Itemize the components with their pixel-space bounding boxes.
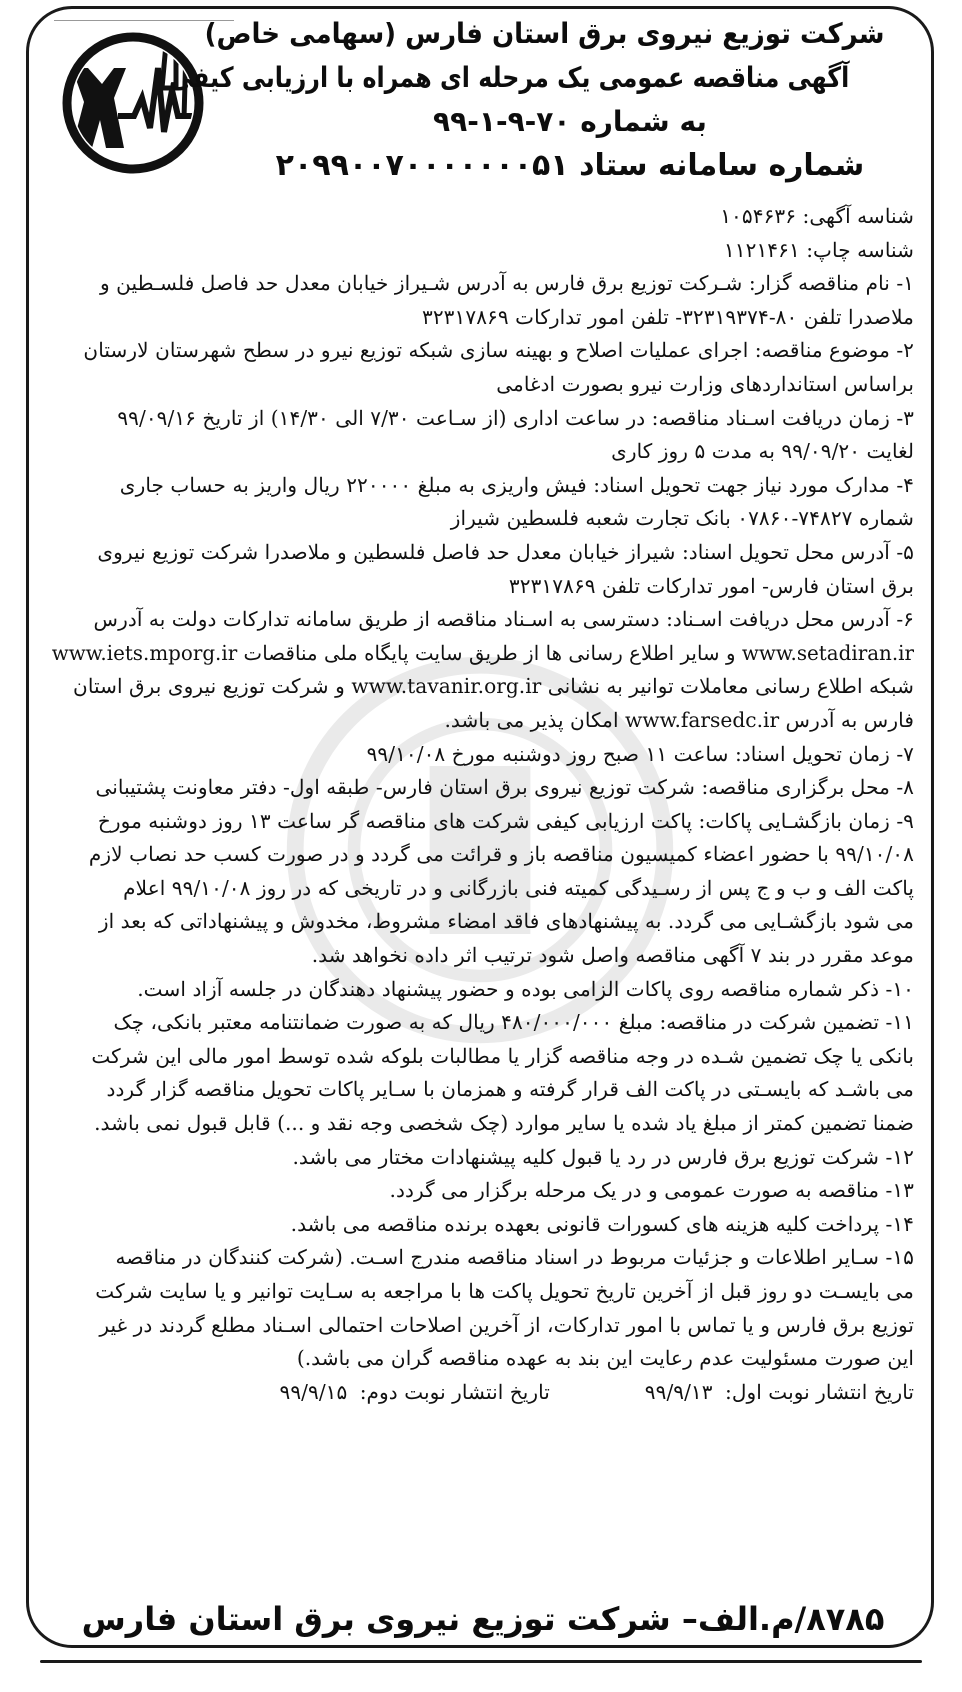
bottom-divider [40, 1660, 922, 1663]
item-5: ۵- آدرس محل تحویل اسناد: شیراز خیابان معدل حد فاصل فلسطین و ملاصدرا شرکت توزیع نیروی برق استان فارس- امور تدارکات تلفن ۳۲۳۱۷۸۶۹ [97, 539, 914, 598]
item-11: ۱۱- تضمین شرکت در مناقصه: مبلغ ۴۸۰/۰۰۰/۰۰۰ ریال که به صورت ضمانتنامه معتبر بانکی، چک بانکی یا چک تضمین شـده در وجه مناقصه گزار یا مطالبات بلوکه شده توسط امور مالی این شرکت می باشـد که بایسـتی در پاکت الف قرار گرفته و همزمان با سـایر پاکات تحویل مناقصه گزار گردد ضمنا تضمین کمتر از مبلغ یاد شده یا سایر موارد (چک شخصی وجه نقد و ...) قابل قبول نمی باشد. [91, 1010, 914, 1136]
item-9: ۹- زمان بازگشـایی پاکات: پاکت ارزیابی کیفی شرکت های مناقصه گر ساعت ۱۳ روز دوشنبه مورخ ۹۹/۱۰/۰۸ با حضور اعضاء کمیسیون مناقصه باز و قرائت می گردد و در صورت کسب حد نصاب لازم پاکت الف و ب و ج پس از رسـیدگی کمیته فنی بازرگانی و در تاریخی که در روز ۹۹/۱۰/۰۸ اعلام می شود بازگشـایی می گردد. به پیشنهادهای فاقد امضاء مشروط، مخدوش و پیشنهاداتی که بعد از موعد مقرر در بند ۷ آگهی مناقصه واصل شود ترتیب اثر داده نخواهد شد. [88, 808, 914, 968]
announcement-header [168, 12, 910, 188]
tender-title: آگهی مناقصه عمومی یک مرحله ای همراه با ارزیابی کیفی [168, 61, 850, 94]
item-12: ۱۲- شرکت توزیع برق فارس در رد یا قبول کلیه پیشنهادات مختار می باشد. [292, 1144, 914, 1169]
item-2: ۲- موضوع مناقصه: اجرای عملیات اصلاح و بهینه سازی شبکه توزیع نیرو در سطح شهرستان لارستان براساس استانداردهای وزارت نیرو بصورت ادغامی [83, 338, 914, 396]
second-publication-date: ۹۹/۹/۱۵ [279, 1379, 348, 1404]
ad-id: شناسه آگهی: ۱۰۵۴۶۳۶ [720, 204, 914, 228]
second-publication-label: تاریخ انتشار نوبت دوم: [359, 1379, 550, 1404]
announcement-body [52, 200, 914, 1409]
item-8: ۸- محل برگزاری مناقصه: شرکت توزیع نیروی برق استان فارس- طبقه اول- دفتر معاونت پشتیبانی [95, 775, 914, 800]
item-13: ۱۳- مناقصه به صورت عمومی و در یک مرحله برگزار می گردد. [389, 1178, 914, 1203]
first-publication-date: ۹۹/۹/۱۳ [644, 1379, 713, 1404]
item-7: ۷- زمان تحویل اسناد: ساعت ۱۱ صبح روز دوشنبه مورخ ۹۹/۱۰/۰۸ [366, 741, 914, 766]
footer-signature: ۸۷۸۵/م.الف– شرکت توزیع نیروی برق استان فارس [81, 1600, 885, 1638]
print-id: شناسه چاپ: ۱۱۲۱۴۶۱ [723, 237, 914, 262]
item-6: ۶- آدرس محل دریافت اسـناد: دسترسی به اسـناد مناقصه از طریق سامانه تدارکات دولت به آدرس www.setadiran.ir و سایر اطلاع رسانی ها از طریق سایت پایگاه ملی مناقصات www.iets.mporg.ir شبکه اطلاع رسانی معاملات توانیر به نشانی www.tavanir.org.ir و شرکت توزیع نیروی برق استان فارس به آدرس www.farsedc.ir امکان پذیر می باشد. [51, 607, 914, 732]
tender-number: به شماره ۷۰-۹-۱-۹۹ [433, 105, 707, 138]
item-15: ۱۵- سـایر اطلاعات و جزئیات مربوط در اسناد مناقصه مندرج اسـت. (شرکت کنندگان در مناقصه می بایسـت دو روز قبل از آخرین تاریخ تحویل پاکت ها با مراجعه به سـایت توانیر و یا سایت شرکت توزیع برق فارس و یا تماس با امور تدارکات، از آخرین اصلاحات احتمالی اسـناد مطلع گردند در غیر این صورت مسئولیت عدم رعایت این بند به عهده مناقصه گران می باشد.) [95, 1245, 914, 1371]
item-3: ۳- زمان دریافت اسـناد مناقصه: در ساعت اداری (از سـاعت ۷/۳۰ الی ۱۴/۳۰) از تاریخ ۹۹/۰۹/۱۶ لغایت ۹۹/۰۹/۲۰ به مدت ۵ روز کاری [117, 405, 914, 464]
first-publication-label: تاریخ انتشار نوبت اول: [725, 1379, 914, 1404]
item-14: ۱۴- پرداخت کلیه هزینه های کسورات قانونی بعهده برنده مناقصه می باشد. [290, 1211, 914, 1236]
item-4: ۴- مدارک مورد نیاز جهت تحویل اسناد: فیش واریزی به مبلغ ۲۲۰۰۰۰ ریال واریز به حساب جاری شماره ۷۴۸۲۷-۰۷۸۶۰ بانک تجارت شعبه فلسطین شیراز [119, 472, 914, 531]
item-10: ۱۰- ذکر شماره مناقصه روی پاکات الزامی بوده و حضور پیشنهاد دهندگان در جلسه آزاد است. [137, 976, 914, 1001]
company-title: شرکت توزیع نیروی برق استان فارس (سهامی خاص) [204, 17, 885, 50]
publication-dates [52, 1376, 914, 1410]
setad-system-number: شماره سامانه ستاد ۲۰۹۹۰۰۷۰۰۰۰۰۰۰۵۱ [275, 148, 865, 183]
item-1: ۱- نام مناقصه گزار: شـرکت توزیع برق فارس به آدرس شـیراز خیابان معدل حد فاصل فلسـطین و ملاصدرا تلفن ۸۰-۳۲۳۱۹۳۷۴- تلفن امور تدارکات ۳۲۳۱۷۸۶۹ [99, 271, 914, 329]
